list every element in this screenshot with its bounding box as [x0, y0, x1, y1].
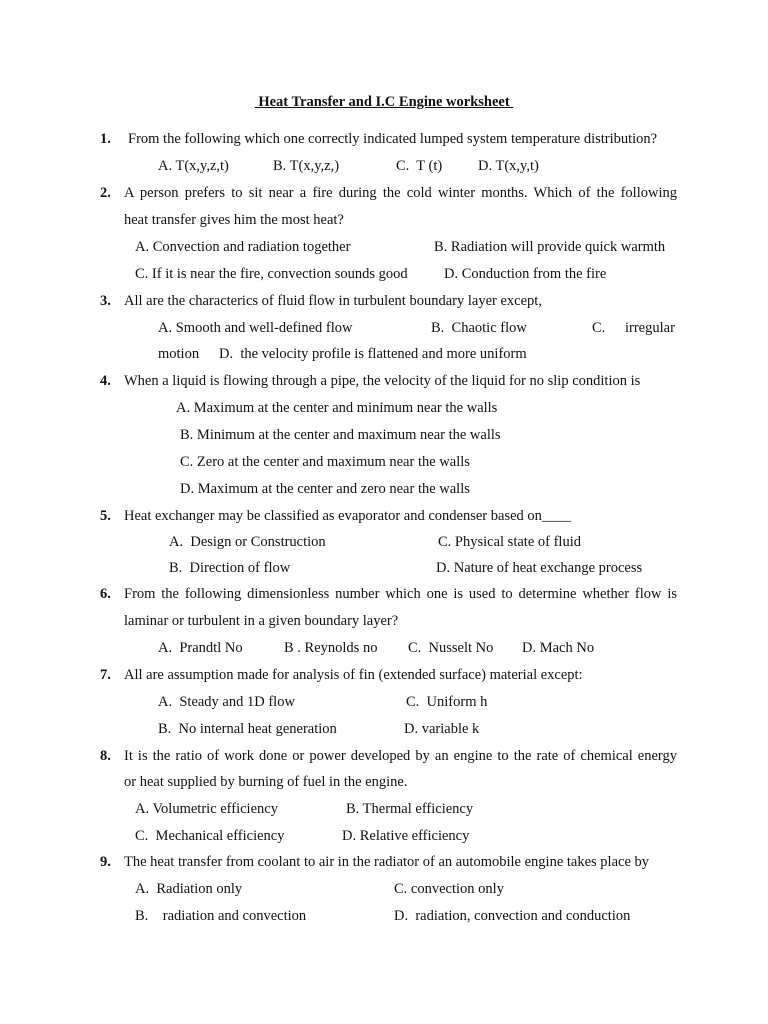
- option-c: C.: [592, 320, 606, 336]
- option-a: A. T(x,y,z,t): [158, 158, 229, 174]
- option-b: B . Reynolds no: [284, 640, 378, 656]
- question-text-line: A person prefers to sit near a fire during the cold winter months. Which of the following: [124, 185, 677, 201]
- option-d: D. the velocity profile is flattened and more uniform: [219, 346, 527, 362]
- option-b: B. Minimum at the center and maximum near the walls: [180, 427, 501, 443]
- option-b: B. radiation and convection: [135, 908, 307, 924]
- option-c: C. Nusselt No: [408, 640, 494, 656]
- option-c: C. Physical state of fluid: [438, 534, 581, 550]
- option-b: B. T(x,y,z,): [273, 158, 340, 174]
- question-text-line: heat transfer gives him the most heat?: [124, 212, 344, 228]
- question-number: 8.: [100, 748, 111, 764]
- question-number: 6.: [100, 586, 111, 602]
- option-c-continued: motion: [158, 346, 200, 362]
- question-text: All are assumption made for analysis of fin (extended surface) material except:: [124, 667, 583, 683]
- option-c: C. Mechanical efficiency: [135, 828, 285, 844]
- question-text-line: From the following dimensionless number which one is used to determine whether flow is: [124, 586, 677, 602]
- option-d: D. Nature of heat exchange process: [436, 560, 643, 576]
- option-a: A. Volumetric efficiency: [135, 801, 278, 817]
- option-c: C. T (t): [396, 158, 443, 174]
- option-b: B. No internal heat generation: [158, 721, 337, 737]
- option-a: A. Radiation only: [135, 881, 243, 897]
- question-text-line: or heat supplied by burning of fuel in the engine.: [124, 774, 408, 790]
- option-a: A. Smooth and well-defined flow: [158, 320, 353, 336]
- option-a: A. Maximum at the center and minimum near the walls: [176, 400, 498, 416]
- option-c: C. Zero at the center and maximum near the walls: [180, 454, 470, 470]
- option-d: D. Conduction from the fire: [444, 266, 607, 282]
- option-d: D. variable k: [404, 721, 480, 737]
- question-number: 4.: [100, 373, 111, 389]
- option-a: A. Prandtl No: [158, 640, 243, 656]
- question-text: From the following which one correctly indicated lumped system temperature distribution?: [128, 131, 658, 147]
- question-text-line: laminar or turbulent in a given boundary layer?: [124, 613, 399, 629]
- option-d: D. Mach No: [522, 640, 595, 656]
- question-text: The heat transfer from coolant to air in the radiator of an automobile engine takes place by: [124, 854, 650, 870]
- question-number: 7.: [100, 667, 111, 683]
- option-d: D. T(x,y,t): [478, 158, 539, 174]
- option-a: A. Steady and 1D flow: [158, 694, 295, 710]
- option-c-continued: irregular: [625, 320, 675, 336]
- option-a: A. Design or Construction: [169, 534, 326, 550]
- option-b: B. Direction of flow: [169, 560, 291, 576]
- option-c: C. convection only: [394, 881, 504, 897]
- question-number: 9.: [100, 854, 111, 870]
- question-text-line: It is the ratio of work done or power developed by an engine to the rate of chemical energy: [124, 748, 677, 764]
- question-text: Heat exchanger may be classified as evaporator and condenser based on____: [124, 508, 571, 524]
- question-text: When a liquid is flowing through a pipe, the velocity of the liquid for no slip condition is: [124, 373, 641, 389]
- worksheet-title: Heat Transfer and I.C Engine worksheet: [254, 94, 514, 110]
- question-number: 2.: [100, 185, 111, 201]
- option-c: C. Uniform h: [406, 694, 488, 710]
- option-d: D. Relative efficiency: [342, 828, 470, 844]
- question-number: 5.: [100, 508, 111, 524]
- question-number: 1.: [100, 131, 111, 147]
- option-b: B. Thermal efficiency: [346, 801, 474, 817]
- question-text: All are the characterics of fluid flow in turbulent boundary layer except,: [124, 293, 542, 309]
- option-d: D. Maximum at the center and zero near the walls: [180, 481, 470, 497]
- option-b: B. Radiation will provide quick warmth: [434, 239, 666, 255]
- option-c: C. If it is near the fire, convection sounds good: [135, 266, 408, 282]
- option-b: B. Chaotic flow: [431, 320, 527, 336]
- option-a: A. Convection and radiation together: [135, 239, 351, 255]
- question-number: 3.: [100, 293, 111, 309]
- option-d: D. radiation, convection and conduction: [394, 908, 631, 924]
